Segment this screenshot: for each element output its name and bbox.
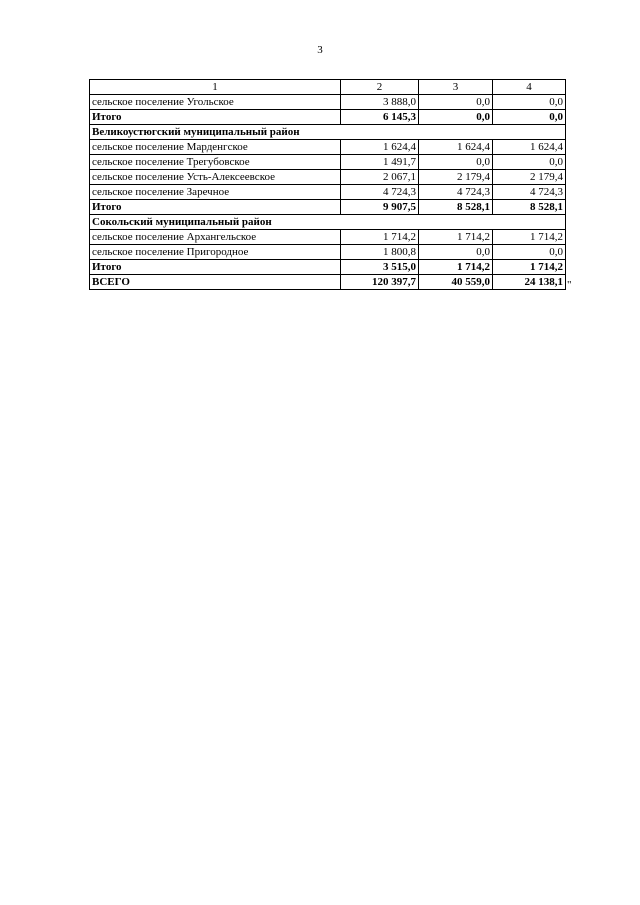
- value-col-2: 3 888,0: [341, 95, 419, 110]
- total-row: [90, 260, 566, 275]
- value-col-4: 2 179,4: [493, 170, 566, 185]
- value-col-4: 0,0: [493, 245, 566, 260]
- settlement-name: сельское поселение Заречное: [90, 185, 341, 200]
- column-header-2: 2: [341, 80, 419, 95]
- total-col-4: 8 528,1: [493, 200, 566, 215]
- table-row: [90, 245, 566, 260]
- value-col-4: 1 624,4: [493, 140, 566, 155]
- table-row: [90, 95, 566, 110]
- value-col-4: 1 714,2: [493, 230, 566, 245]
- total-col-2: 6 145,3: [341, 110, 419, 125]
- total-col-3: 1 714,2: [419, 260, 493, 275]
- closing-quote: ": [567, 279, 572, 291]
- settlement-name: сельское поселение Архангельское: [90, 230, 341, 245]
- column-header-1: 1: [90, 80, 341, 95]
- district-heading: Сокольский муниципальный район: [90, 215, 566, 230]
- total-row: [90, 110, 566, 125]
- settlement-name: сельское поселение Трегубовское: [90, 155, 341, 170]
- value-col-2: 1 624,4: [341, 140, 419, 155]
- table-row: [90, 230, 566, 245]
- section-row: [90, 215, 566, 230]
- grand-total-col-2: 120 397,7: [341, 275, 419, 290]
- settlement-name: сельское поселение Усть-Алексеевское: [90, 170, 341, 185]
- total-col-3: 0,0: [419, 110, 493, 125]
- total-label: Итого: [90, 260, 341, 275]
- total-row: [90, 200, 566, 215]
- total-col-4: 0,0: [493, 110, 566, 125]
- value-col-4: 0,0: [493, 95, 566, 110]
- value-col-2: 1 714,2: [341, 230, 419, 245]
- table-row: [90, 185, 566, 200]
- settlement-name: сельское поселение Угольское: [90, 95, 341, 110]
- value-col-3: 1 714,2: [419, 230, 493, 245]
- table-row: [90, 140, 566, 155]
- total-col-3: 8 528,1: [419, 200, 493, 215]
- grand-total-row: [90, 275, 566, 290]
- column-header-3: 3: [419, 80, 493, 95]
- value-col-2: 1 491,7: [341, 155, 419, 170]
- grand-total-label: ВСЕГО: [90, 275, 341, 290]
- settlement-name: сельское поселение Марденгское: [90, 140, 341, 155]
- value-col-3: 1 624,4: [419, 140, 493, 155]
- district-heading: Великоустюгский муниципальный район: [90, 125, 566, 140]
- value-col-3: 2 179,4: [419, 170, 493, 185]
- value-col-3: 0,0: [419, 155, 493, 170]
- value-col-3: 4 724,3: [419, 185, 493, 200]
- total-col-2: 9 907,5: [341, 200, 419, 215]
- table-row: [90, 170, 566, 185]
- column-header-4: 4: [493, 80, 566, 95]
- value-col-3: 0,0: [419, 245, 493, 260]
- total-col-4: 1 714,2: [493, 260, 566, 275]
- total-label: Итого: [90, 110, 341, 125]
- value-col-2: 1 800,8: [341, 245, 419, 260]
- value-col-4: 4 724,3: [493, 185, 566, 200]
- grand-total-col-3: 40 559,0: [419, 275, 493, 290]
- value-col-4: 0,0: [493, 155, 566, 170]
- settlement-name: сельское поселение Пригородное: [90, 245, 341, 260]
- section-row: [90, 125, 566, 140]
- value-col-2: 2 067,1: [341, 170, 419, 185]
- table-row: [90, 155, 566, 170]
- grand-total-col-4: 24 138,1: [493, 275, 566, 290]
- page-number: 3: [317, 44, 323, 56]
- total-label: Итого: [90, 200, 341, 215]
- total-col-2: 3 515,0: [341, 260, 419, 275]
- budget-table: [89, 79, 566, 290]
- table-header-row: [90, 80, 566, 95]
- value-col-3: 0,0: [419, 95, 493, 110]
- value-col-2: 4 724,3: [341, 185, 419, 200]
